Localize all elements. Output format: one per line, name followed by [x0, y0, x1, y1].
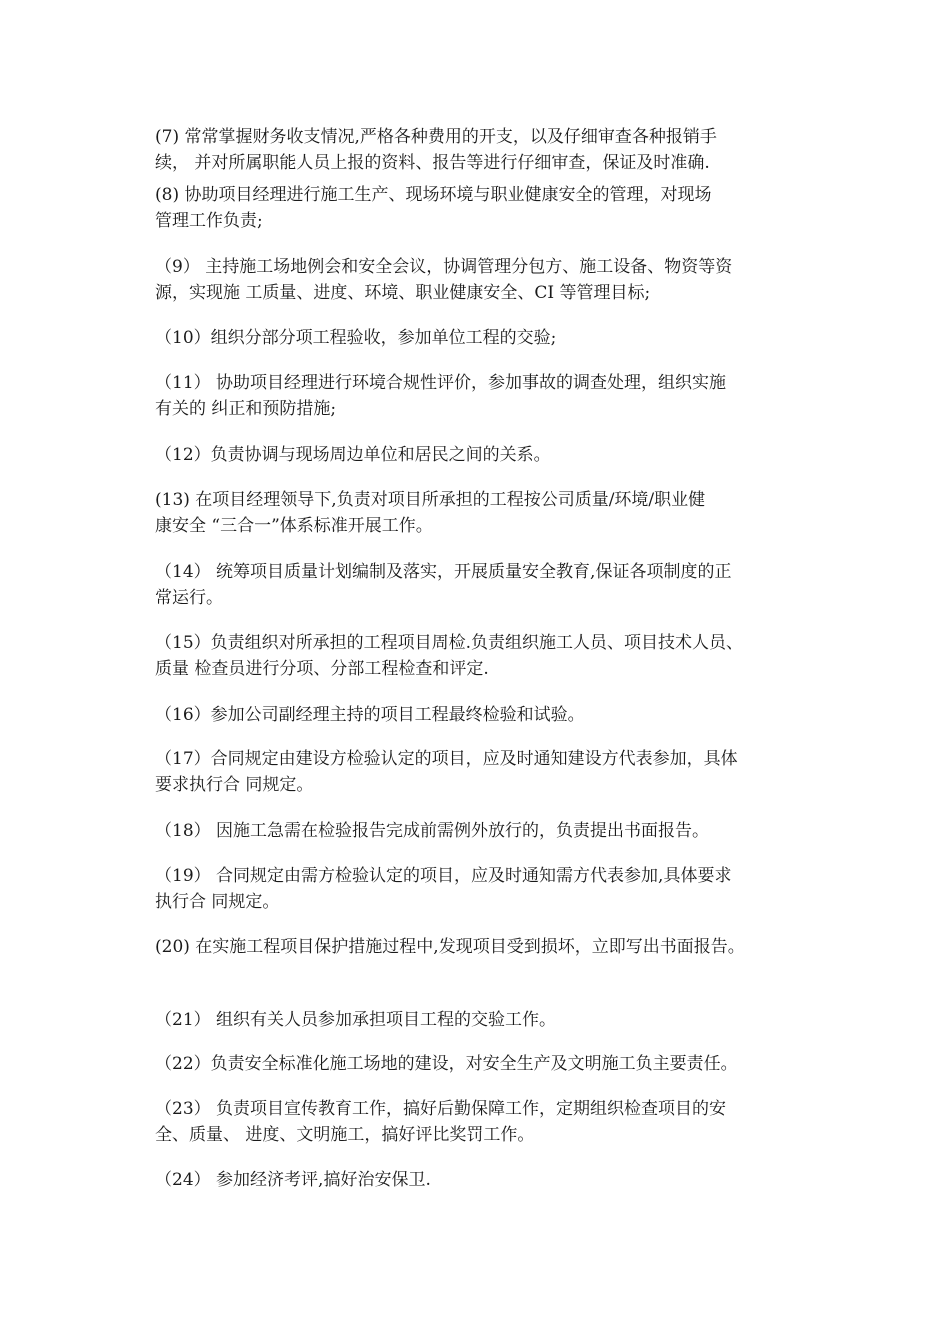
paragraph-line: (8) 协助项目经理进行施工生产、现场环境与职业健康安全的管理，对现场 — [155, 185, 712, 205]
paragraph-line: （24） 参加经济考评,搞好治安保卫. — [155, 1170, 431, 1190]
paragraph-18 — [155, 818, 825, 844]
paragraph-line: (20) 在实施工程项目保护措施过程中,发现项目受到损坏，立即写出书面报告。 — [155, 937, 745, 957]
paragraph-12 — [155, 442, 825, 468]
paragraph-17 — [155, 746, 825, 798]
paragraph-19 — [155, 863, 825, 915]
paragraph-line: 有关的 纠正和预防措施; — [155, 399, 337, 419]
paragraph-line: 执行合 同规定。 — [155, 892, 280, 912]
paragraph-line: 源，实现施 工质量、进度、环境、职业健康安全、CI 等管理目标; — [155, 283, 651, 303]
paragraph-line: （19） 合同规定由需方检验认定的项目，应及时通知需方代表参加,具体要求 — [155, 866, 732, 886]
paragraph-24 — [155, 1167, 825, 1193]
paragraph-9 — [155, 254, 825, 306]
paragraph-16 — [155, 702, 825, 728]
paragraph-line: 管理工作负责; — [155, 211, 263, 231]
paragraph-line: （10）组织分部分项工程验收，参加单位工程的交验; — [155, 328, 557, 348]
paragraph-line: （12）负责协调与现场周边单位和居民之间的关系。 — [155, 445, 551, 465]
paragraph-22 — [155, 1051, 825, 1077]
paragraph-line: 常运行。 — [155, 588, 223, 608]
paragraph-line: （15）负责组织对所承担的工程项目周检.负责组织施工人员、项目技术人员、 — [155, 633, 744, 653]
paragraph-line: 要求执行合 同规定。 — [155, 775, 314, 795]
paragraph-line: 康安全 “三合一”体系标准开展工作。 — [155, 516, 433, 536]
paragraph-15 — [155, 630, 825, 682]
paragraph-line: 质量 检查员进行分项、分部工程检查和评定. — [155, 659, 489, 679]
paragraph-line: (7) 常常掌握财务收支情况,严格各种费用的开支，以及仔细审查各种报销手 — [155, 127, 717, 147]
paragraph-line: （14） 统筹项目质量计划编制及落实，开展质量安全教育,保证各项制度的正 — [155, 562, 732, 582]
paragraph-21 — [155, 1007, 825, 1033]
paragraph-20 — [155, 934, 825, 960]
paragraph-line: （23） 负责项目宣传教育工作，搞好后勤保障工作，定期组织检查项目的安 — [155, 1099, 727, 1119]
paragraph-line: （21） 组织有关人员参加承担项目工程的交验工作。 — [155, 1010, 557, 1030]
paragraph-line: 全、质量、 进度、文明施工，搞好评比奖罚工作。 — [155, 1125, 535, 1145]
paragraph-line: (13) 在项目经理领导下,负责对项目所承担的工程按公司质量/环境/职业健 — [155, 490, 706, 510]
paragraph-14 — [155, 559, 825, 611]
paragraph-11 — [155, 370, 825, 422]
paragraph-line: 续， 并对所属职能人员上报的资料、报告等进行仔细审查，保证及时准确. — [155, 153, 710, 173]
paragraph-line: （16）参加公司副经理主持的项目工程最终检验和试验。 — [155, 705, 585, 725]
paragraph-line: （9） 主持施工场地例会和安全会议，协调管理分包方、施工设备、物资等资 — [155, 257, 733, 277]
paragraph-10 — [155, 325, 825, 351]
paragraph-23 — [155, 1096, 825, 1148]
paragraph-8 — [155, 182, 825, 234]
paragraph-line: （22）负责安全标准化施工场地的建设，对安全生产及文明施工负主要责任。 — [155, 1054, 738, 1074]
paragraph-13 — [155, 487, 825, 539]
paragraph-line: （18） 因施工急需在检验报告完成前需例外放行的，负责提出书面报告。 — [155, 821, 710, 841]
paragraph-line: （17）合同规定由建设方检验认定的项目，应及时通知建设方代表参加，具体 — [155, 749, 738, 769]
paragraph-line: （11） 协助项目经理进行环境合规性评价，参加事故的调查处理，组织实施 — [155, 373, 727, 393]
paragraph-7 — [155, 124, 825, 176]
